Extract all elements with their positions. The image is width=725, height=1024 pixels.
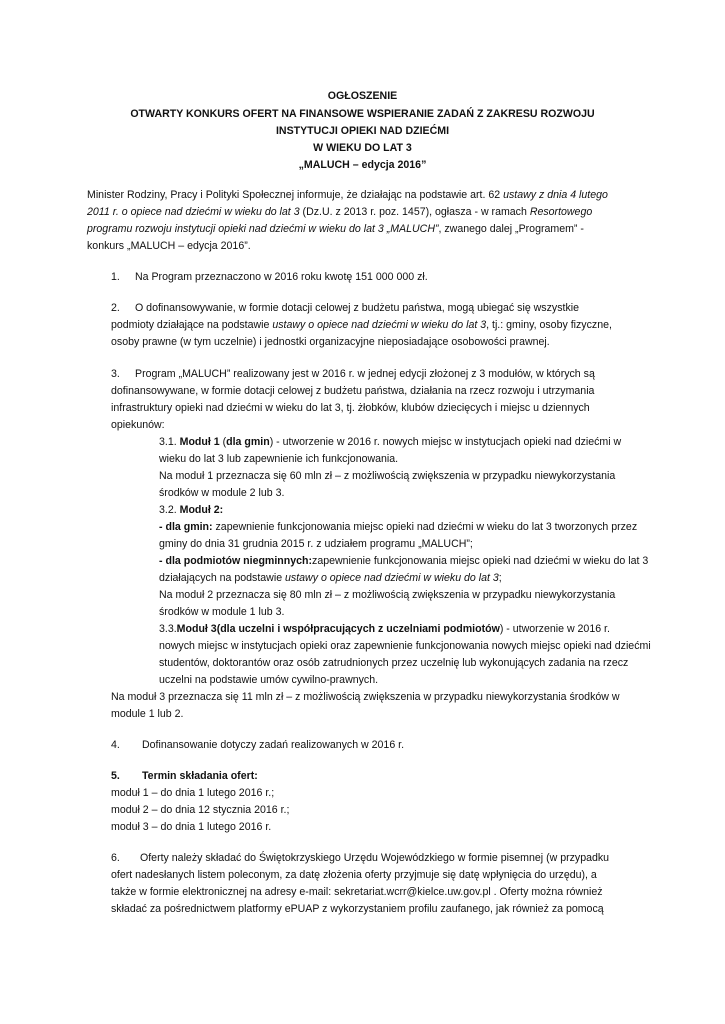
point-3-number: 3. [111,368,120,380]
point-2-number: 2. [111,302,120,314]
point-2-line-3: osoby prawne (w tym uczelnie) i jednostki organizacyjne nieposiadające osobowości prawnej. [111,336,550,348]
module-2-niegminne-line-1: - dla podmiotów niegminnych:zapewnienie funkcjonowania miejsc opieki nad dziećmi w wieku do lat 3 [159,555,649,567]
point-3-line-3: infrastruktury opieki nad dziećmi w wieku do lat 3, tj. żłobków, klubów dziecięcych i miejsc u dziennych [111,402,590,414]
module-3-heading: 3.3.Moduł 3(dla uczelni i współpracujących z uczelniami podmiotów) - utworzenie w 2016 r. [159,623,610,635]
point-5-title: Termin składania ofert: [142,770,258,782]
point-6-number: 6. [111,852,120,864]
module-2-gminy-line-2: gminy do dnia 31 grudnia 2015 r. z udziałem programu „MALUCH”; [159,538,473,550]
module-2-line-3: Na moduł 2 przeznacza się 80 mln zł – z możliwością zwiększenia w przypadku niewykorzystania [159,589,616,601]
point-5-number: 5. [111,770,120,782]
intro-line-3: programu rozwoju instytucji opieki nad dziećmi w wieku do lat 3 „MALUCH”, zwanego dalej „Programem” - [87,223,584,235]
module-2-gminy-line-1: - dla gmin: zapewnienie funkcjonowania miejsc opieki nad dziećmi w wieku do lat 3 tworzonych przez [159,521,638,533]
module-1-line-3: Na moduł 1 przeznacza się 60 mln zł – z możliwością zwiększenia w przypadku niewykorzystania [159,470,616,482]
module-3-line-3: studentów, doktorantów oraz osób zatrudnionych przez uczelnię lub wykonujących zadania na rzecz [159,657,629,669]
module-3-line-2: nowych miejsc w instytucjach opieki oraz zapewnienie funkcjonowania nowych miejsc opieki nad dziećmi [159,640,651,652]
module-3-line-5: Na moduł 3 przeznacza się 11 mln zł – z możliwością zwiększenia w przypadku niewykorzystania środków w [111,691,620,703]
intro-line-1: Minister Rodziny, Pracy i Polityki Społecznej informuje, że działając na podstawie art. 62 ustawy z dnia 4 lutego [87,189,608,201]
point-6-line-1: Oferty należy składać do Świętokrzyskiego Urzędu Wojewódzkiego w formie pisemnej (w przypadku [140,852,610,864]
point-4-text: Dofinansowanie dotyczy zadań realizowanych w 2016 r. [142,739,405,751]
deadline-module-3: moduł 3 – do dnia 1 lutego 2016 r. [111,821,272,833]
module-3-line-6: module 1 lub 2. [111,708,184,720]
title-line-3: INSTYTUCJI OPIEKI NAD DZIEĆMI [275,125,450,137]
module-1-heading: 3.1. Moduł 1 (dla gmin) - utworzenie w 2016 r. nowych miejsc w instytucjach opieki nad dziećmi w [159,436,622,448]
title-line-5: „MALUCH – edycja 2016” [298,159,427,171]
module-2-niegminne-line-2: działających na podstawie ustawy o opiece nad dziećmi w wieku do lat 3; [159,572,502,584]
point-6-line-3: także w formie elektronicznej na adresy e-mail: sekretariat.wcrr@kielce.uw.gov.pl . Oferty można również [111,886,603,898]
module-3-line-4: uczelni na podstawie umów cywilno-prawnych. [159,674,379,686]
module-1-line-4: środków w module 2 lub 3. [159,487,285,499]
intro-line-2: 2011 r. o opiece nad dziećmi w wieku do lat 3 (Dz.U. z 2013 r. poz. 1457), ogłasza - w ramach Resortowego [87,206,593,218]
intro-line-4: konkurs „MALUCH – edycja 2016”. [87,240,251,252]
module-1-line-2: wieku do lat 3 lub zapewnienie ich funkcjonowania. [159,453,399,465]
point-3-line-4: opiekunów: [111,419,165,431]
point-6-line-2: ofert nadesłanych listem poleconym, za datę złożenia oferty przyjmuje się datę wpłynięcia do urzędu), a [111,869,597,881]
deadline-module-2: moduł 2 – do dnia 12 stycznia 2016 r.; [111,804,290,816]
point-6-line-4: składać za pośrednictwem platformy ePUAP z wykorzystaniem profilu zaufanego, jak również za pomocą [111,903,604,915]
point-2-line-2: podmioty działające na podstawie ustawy o opiece nad dziećmi w wieku do lat 3, tj.: gminy, osoby fizyczne, [111,319,612,331]
deadline-module-1: moduł 1 – do dnia 1 lutego 2016 r.; [111,787,275,799]
title-line-4: W WIEKU DO LAT 3 [313,142,412,154]
document-title: OGŁOSZENIE [327,90,398,102]
module-2-heading: 3.2. Moduł 2: [159,504,224,516]
point-1-number: 1. [111,271,120,283]
module-2-line-4: środków w module 1 lub 3. [159,606,285,618]
point-4-number: 4. [111,739,120,751]
title-line-2: OTWARTY KONKURS OFERT NA FINANSOWE WSPIERANIE ZADAŃ Z ZAKRESU ROZWOJU [130,108,595,120]
point-3-line-2: dofinansowywane, w formie dotacji celowej z budżetu państwa, działania na rzecz rozwoju i utrzymania [111,385,595,397]
point-2-line-1: O dofinansowywanie, w formie dotacji celowej z budżetu państwa, mogą ubiegać się wszystkie [135,302,579,314]
point-1-text: Na Program przeznaczono w 2016 roku kwotę 151 000 000 zł. [135,271,428,283]
point-3-line-1: Program „MALUCH” realizowany jest w 2016 r. w jednej edycji złożonej z 3 modułów, w których są [135,368,595,380]
